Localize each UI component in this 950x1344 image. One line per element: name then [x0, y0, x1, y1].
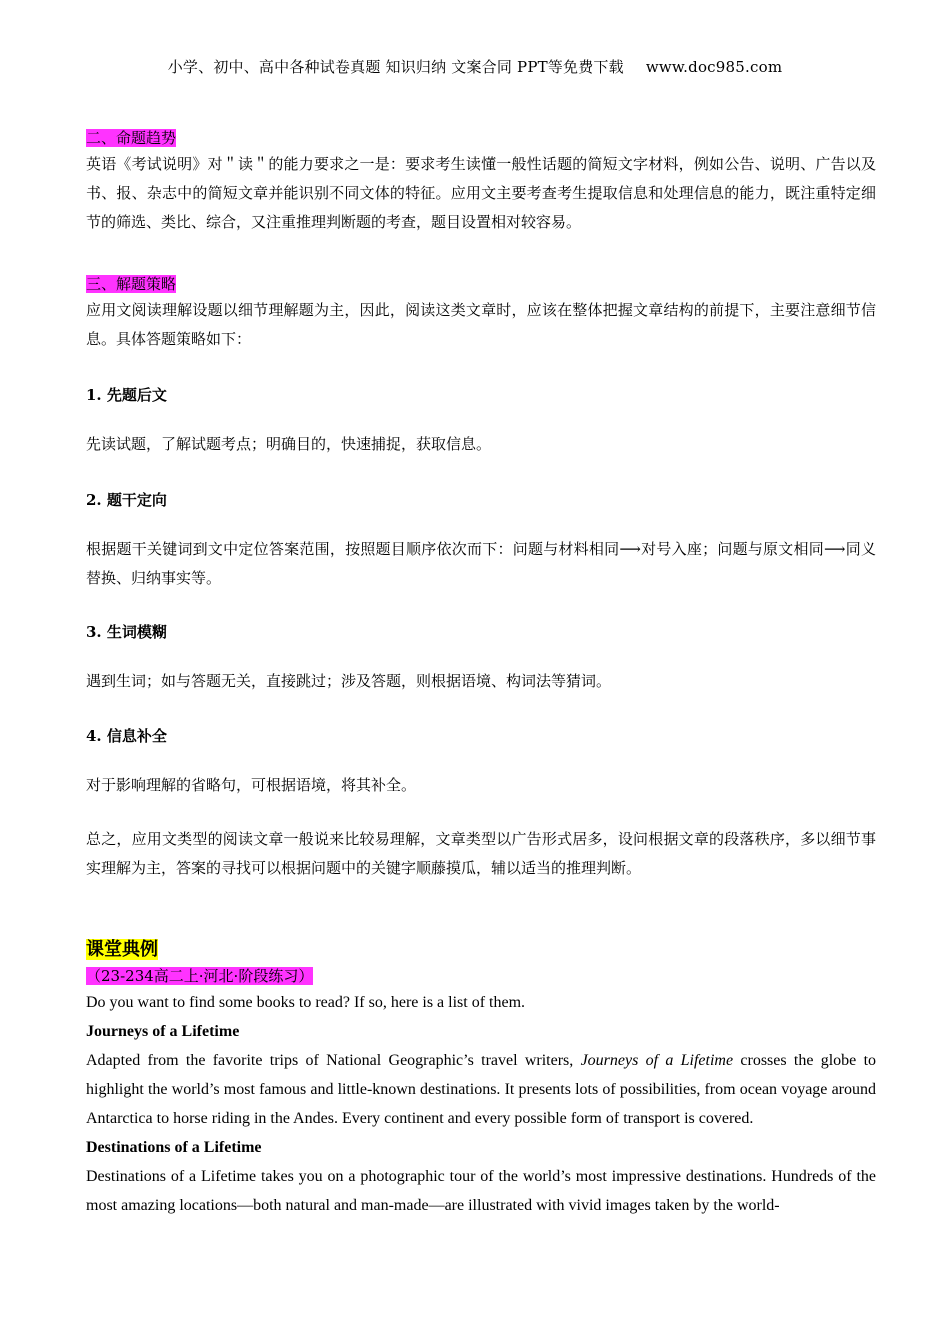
section-strategy-heading: 三、解题策略: [86, 275, 177, 293]
header-title: 小学、初中、高中各种试卷真题 知识归纳 文案合同 PPT等免费下载: [167, 58, 624, 76]
section-trend-heading: 二、命题趋势: [86, 129, 177, 147]
book1-description: [86, 1046, 876, 1133]
strategy-3: [86, 621, 876, 690]
book1-text-a: Adapted from the favorite trips of National Geographic’s travel writers,: [86, 1052, 581, 1069]
header-site-link[interactable]: www.doc985.com: [645, 58, 783, 76]
example-heading: 课堂典例: [86, 939, 158, 960]
strategy-summary-text: 总之，应用文类型的阅读文章一般说来比较易理解，文章类型以广告形式居多，设问根据文章的段落秩序，多以细节事实理解为主，答案的寻找可以根据问题中的关键字顺藤摸瓜，辅以适当的推理判断。: [86, 830, 876, 877]
strategy-3-title: 3. 生词模糊: [86, 623, 167, 641]
section-strategy-intro: 应用文阅读理解设题以细节理解题为主，因此，阅读这类文章时，应该在整体把握文章结构的前提下，主要注意细节信息。具体答题策略如下：: [86, 301, 876, 348]
section-strategy: [86, 273, 876, 354]
strategy-4: [86, 725, 876, 794]
book1-italic-title: Journeys of a Lifetime: [580, 1052, 734, 1069]
book1-text-b: crosses the globe to highlight the world’s most famous and little-known destinations. It presents lots of possibilities, from ocean voyage around Antarctica to horse riding in the Andes. Every continent and every possible form of transport is covered.: [86, 1052, 877, 1127]
book1-title: Journeys of a Lifetime: [86, 1023, 240, 1040]
strategy-summary: [86, 825, 876, 883]
book2-description: Destinations of a Lifetime takes you on a photographic tour of the world’s most impressive destinations. Hundreds of the most amazing locations—both natural and man-made—are illustrated with vivid images taken by the world-: [86, 1168, 876, 1214]
book2-title: Destinations of a Lifetime: [86, 1139, 262, 1156]
example-section: [86, 935, 876, 1220]
strategy-2-text: 根据题干关键词到文中定位答案范围，按照题目顺序依次而下：问题与材料相同⟶对号入座；问题与原文相同⟶同义替换、归纳事实等。: [86, 540, 876, 587]
strategy-2: [86, 489, 876, 587]
section-trend: [86, 127, 876, 237]
strategy-1: [86, 384, 876, 453]
example-source: （23-234高二上·河北·阶段练习）: [86, 967, 314, 985]
strategy-1-title: 1. 先题后文: [86, 386, 167, 404]
strategy-1-text: 先读试题，了解试题考点；明确目的，快速捕捉，获取信息。: [86, 435, 492, 453]
strategy-3-text: 遇到生词；如与答题无关，直接跳过；涉及答题，则根据语境、构词法等猜词。: [86, 672, 612, 690]
section-trend-paragraph: 英语《考试说明》对＂读＂的能力要求之一是：要求考生读懂一般性话题的简短文字材料，例如公告、说明、广告以及书、报、杂志中的简短文章并能识别不同文体的特征。应用文主要考查考生提取信息和处理信息的能力，既注重特定细节的筛选、类比、综合，又注重推理判断题的考查，题目设置相对较容易。: [86, 155, 876, 231]
strategy-4-text: 对于影响理解的省略句，可根据语境，将其补全。: [86, 776, 417, 794]
example-intro: Do you want to find some books to read? If so, here is a list of them.: [86, 994, 526, 1011]
page-header: [0, 56, 950, 77]
strategy-2-title: 2. 题干定向: [86, 491, 167, 509]
strategy-4-title: 4. 信息补全: [86, 727, 167, 745]
